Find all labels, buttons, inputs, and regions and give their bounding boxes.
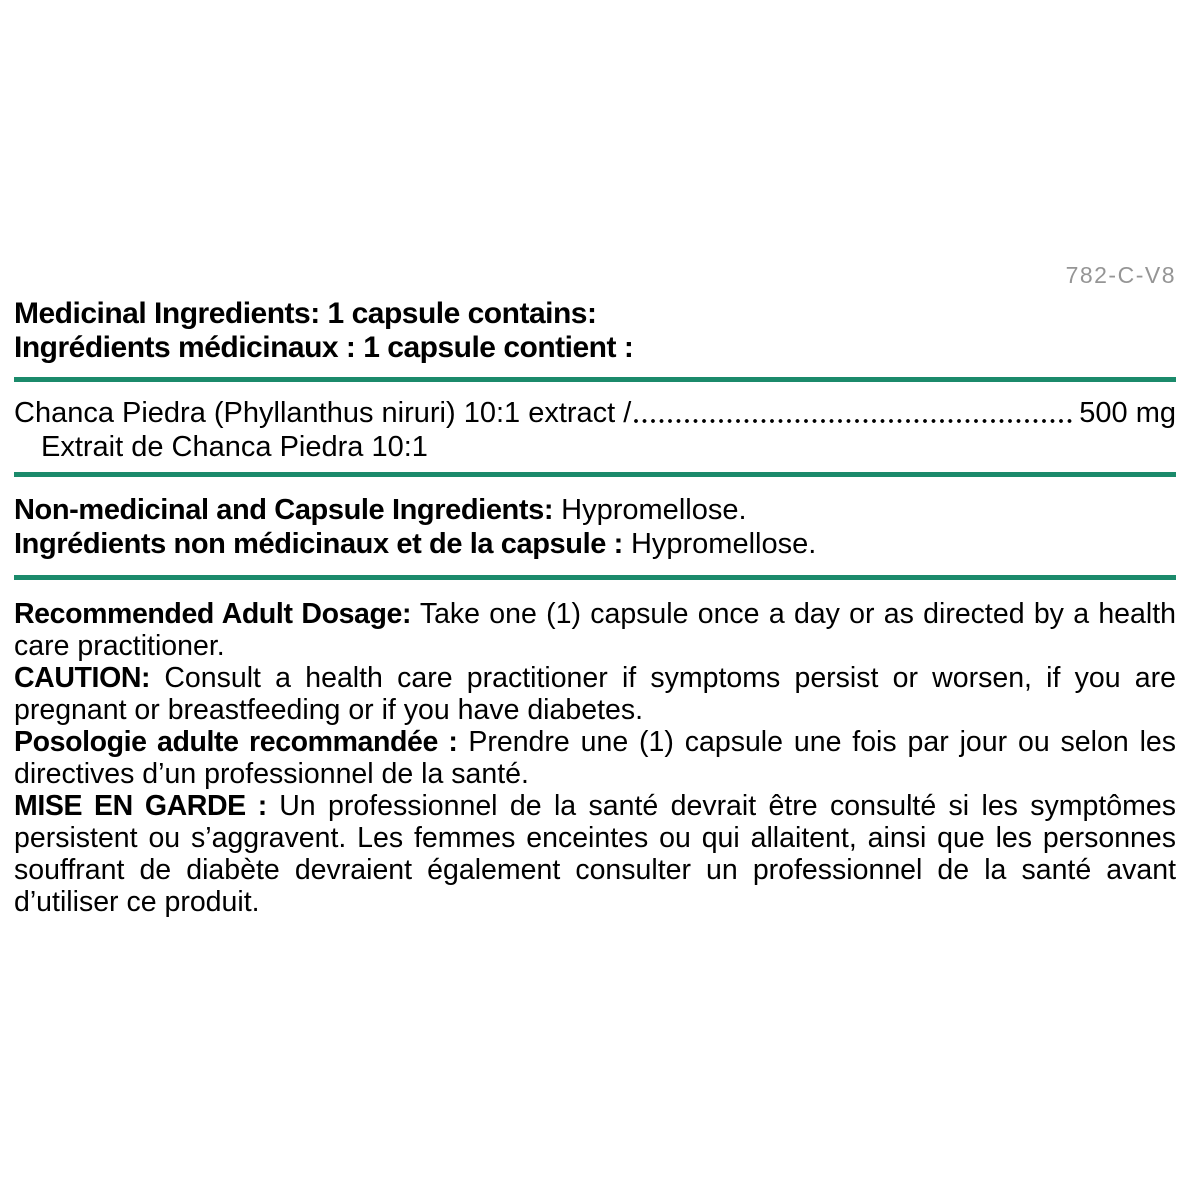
- dosage-paragraph-en: [14, 598, 1176, 662]
- divider-middle: [14, 472, 1176, 477]
- dosage-text-en: Take one (1) capsule once a day or as directed by a health care practitioner.: [14, 598, 1176, 662]
- dosage-text-fr: Prendre une (1) capsule une fois par jour ou selon les directives d’un professionnel de la santé.: [14, 726, 1176, 790]
- dosage-block: [14, 598, 1176, 918]
- non-medicinal-line-en: [14, 494, 1176, 528]
- medicinal-heading-en: Medicinal Ingredients: 1 capsule contains:: [14, 297, 597, 330]
- dosage-paragraph-fr: [14, 726, 1176, 790]
- non-medicinal-line-fr: [14, 528, 1176, 562]
- non-medicinal-value-en: Hypromellose.: [561, 494, 747, 526]
- dotted-leader: [634, 419, 1076, 423]
- divider-top: [14, 377, 1176, 382]
- non-medicinal-label-en: Non-medicinal and Capsule Ingredients:: [14, 494, 554, 526]
- medicinal-heading-fr: Ingrédients médicinaux : 1 capsule contient :: [14, 331, 634, 364]
- caution-paragraph-fr: [14, 790, 1176, 918]
- label-content: [14, 262, 1176, 918]
- caution-paragraph-en: [14, 662, 1176, 726]
- non-medicinal-block: [14, 494, 1176, 561]
- ingredient-name-en: Chanca Piedra (Phyllanthus niruri) 10:1 extract /: [14, 397, 632, 429]
- dosage-lead-en: Recommended Adult Dosage:: [14, 598, 412, 630]
- caution-lead-fr: MISE EN GARDE :: [14, 790, 267, 822]
- ingredient-block: [14, 396, 1176, 464]
- product-code: 782-C-V8: [1065, 262, 1176, 288]
- ingredient-name-fr: Extrait de Chanca Piedra 10:1: [41, 431, 428, 463]
- divider-bottom: [14, 575, 1176, 580]
- ingredient-amount: 500 mg: [1079, 397, 1176, 429]
- non-medicinal-value-fr: Hypromellose.: [630, 527, 817, 560]
- caution-text-fr: Un professionnel de la santé devrait être consulté si les symptômes persistent ou s’aggravent. Les femmes enceintes ou qui allaitent, ainsi que les personnes souffrant de diabète devraient également consulter un professionnel de la santé avant d’utiliser ce produit.: [14, 790, 1176, 918]
- ingredient-row: [14, 396, 1176, 430]
- non-medicinal-label-fr: Ingrédients non médicinaux et de la capsule :: [14, 527, 623, 560]
- caution-lead-en: CAUTION:: [14, 662, 151, 694]
- caution-text-en: Consult a health care practitioner if symptoms persist or worsen, if you are pregnant or breastfeeding or if you have diabetes.: [14, 662, 1176, 726]
- dosage-lead-fr: Posologie adulte recommandée :: [14, 726, 458, 758]
